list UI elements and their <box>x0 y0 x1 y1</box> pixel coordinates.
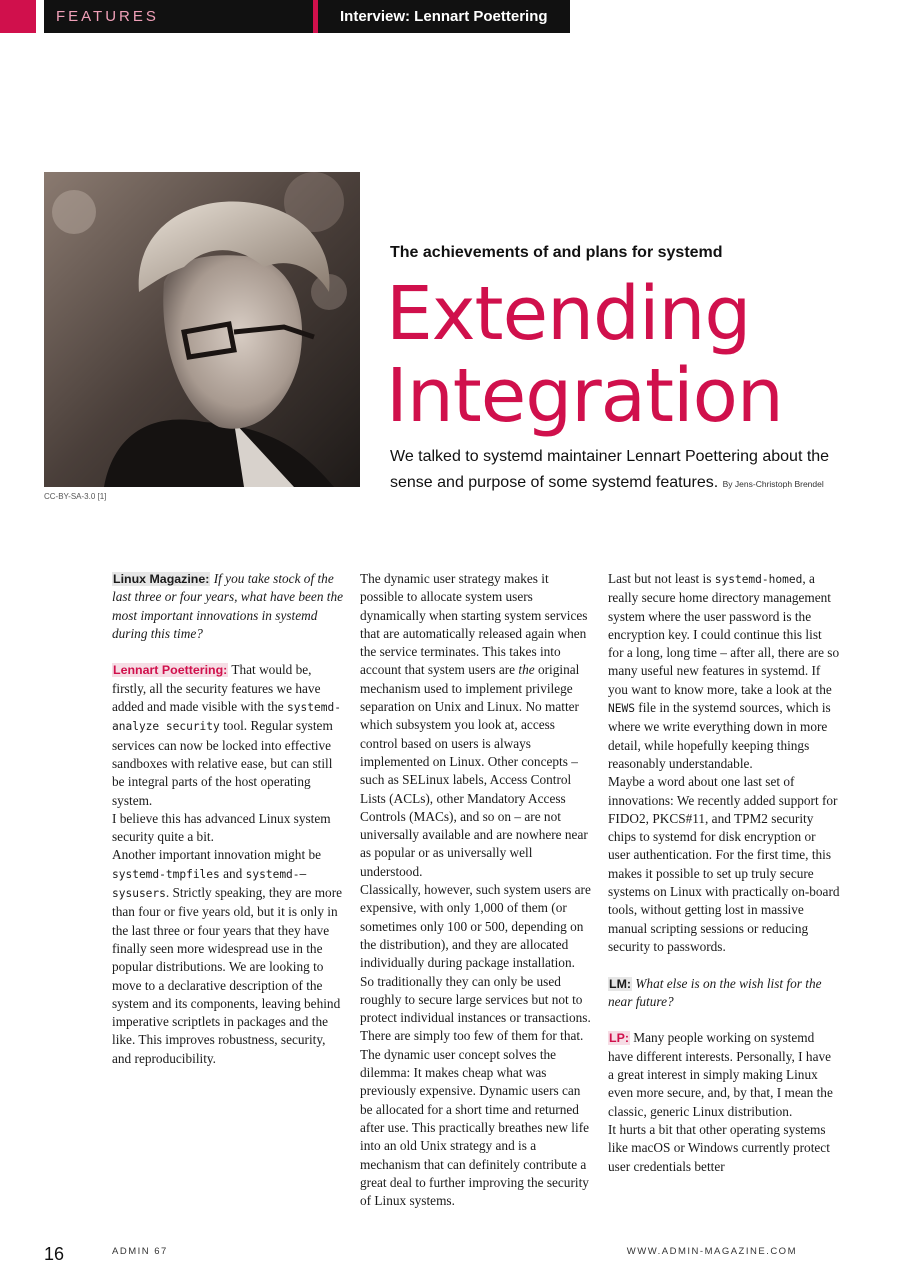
header-separator <box>313 0 318 33</box>
portrait-image <box>44 172 360 487</box>
answer-paragraph: Classically, however, such system users are expensive, with only 1,000 of them (or sometimes only 100 or 500, depending on the distribution), and they are allocated individually during package installation. So traditionally they can only be used roughly to secure large services but not to protect individual instances or transactions. There are simply too few of them for that. The dynamic user concept solves the dilemma: It makes cheap what was previously expensive. Dynamic users can be allocated for a short time and returned after use. This practically breathes new life into an old Unix strategy and is a mechanism that can definitely contribute a great deal to further improving the security of Linux systems. <box>360 882 591 1209</box>
article-kicker: The achievements of and plans for systemd <box>390 244 723 261</box>
speaker-lp: LP: <box>609 1031 629 1046</box>
answer-text: file in the systemd sources, which is where we write everything down in more detail, while hopefully keeping things reasonably understandable. <box>608 700 831 771</box>
emphasis: the <box>518 662 535 678</box>
speaker-lm: Linux Magazine: <box>113 572 210 586</box>
speaker-lp: Lennart Poettering: <box>113 663 228 678</box>
answer-paragraph <box>608 570 840 773</box>
answer-paragraph: I believe this has advanced Linux system security quite a bit. <box>112 810 331 845</box>
answer-text: Many people working on systemd have different interests. Personally, I have a great interest in simply making Linux even more secure, and, by that, I mean the classic, generic Linux distribution. <box>608 1030 833 1119</box>
portrait-photo <box>44 172 360 487</box>
inline-code: systemd-tmpfiles <box>112 867 220 881</box>
answer-text: original mechanism used to implement privilege separation on Unix and Linux. No matter which subsystem you look at, access control based on users is always implemented on Linux. Other concepts – such as SELinux labels, Access Control Lists (ACLs), other Mandatory Access Controls (MACs), and so on – are not universally available and are nowhere near as popular or as universally well understood. <box>360 662 588 879</box>
answer-text: That would be, firstly, all the security features we have added and made visible with the <box>112 662 321 715</box>
inline-code: systemd-–sysusers <box>112 867 307 901</box>
answer-paragraph <box>112 846 344 1068</box>
page-number: 16 <box>44 1244 65 1264</box>
lede-text: We talked to systemd maintainer Lennart Poettering about the sense and purpose of some systemd features. <box>390 448 830 491</box>
answer-paragraph <box>112 661 344 809</box>
answer-text: , a really secure home directory management system where the user password is the encryption key. I could continue this list for a long, long time – after all, there are so many useful new features in systemd. If you want to know more, take a look at the <box>608 571 840 697</box>
website-url: WWW.ADMIN-MAGAZINE.COM <box>626 1246 797 1257</box>
topic-label: Interview: Lennart Poettering <box>340 8 548 25</box>
article-title-line-2: Integration <box>386 353 783 439</box>
byline: By Jens-Christoph Brendel <box>722 479 824 489</box>
section-label: FEATURES <box>56 8 159 25</box>
inline-code: systemd-analyze security <box>112 701 341 734</box>
text-column-3 <box>608 570 840 1212</box>
answer-paragraph: It hurts a bit that other operating systems like macOS or Windows currently protect user credentials better <box>608 1121 830 1174</box>
question-1 <box>112 570 344 643</box>
answer-text: and <box>223 865 243 881</box>
answer-text: . Strictly speaking, they are more than four or five years old, but it is only in the last three or four years that they have finally seen more widespread use in the popular distributions. We are looking to move to a declarative description of the system and its components, leaving behind imperative scriptlets in packages and the like. This improves robustness, security, and reproducibility. <box>112 885 343 1066</box>
answer-paragraph <box>360 570 592 881</box>
answer-paragraph <box>608 1029 840 1120</box>
answer-text: tool. Regular system services can now be locked into effective sandboxes with relative ease, but can still be integral parts of the host operating system. <box>112 718 333 808</box>
issue-label: ADMIN 67 <box>112 1246 168 1257</box>
article-title-line-1: Extending <box>386 271 751 357</box>
question-text: What else is on the wish list for the near future? <box>608 975 822 1009</box>
inline-code: systemd-homed <box>714 573 803 586</box>
answer-text: The dynamic user strategy makes it possible to allocate system users dynamically when starting system services that are automatically released again when the service terminates. This takes into account that system users are <box>360 571 588 678</box>
answer-text: Last but not least is <box>608 571 712 586</box>
photo-credit: CC-BY-SA-3.0 [1] <box>44 492 107 501</box>
speaker-lm: LM: <box>609 976 632 991</box>
text-column-1 <box>112 570 344 1212</box>
article-lede <box>390 444 850 497</box>
inline-code: NEWS <box>608 702 635 716</box>
answer-paragraph: Maybe a word about one last set of innovations: We recently added support for FIDO2, PKCS#11, and TPM2 security chips to systemd for disk encryption or user authentication. For the first time, this makes it possible to set up truly secure systems on Linux with practically on-board tools, without getting lost in massive manual scripting sessions or reducing security to passwords. <box>608 774 840 954</box>
question-text: If you take stock of the last three or four years, what have been the most important innovations in systemd during this time? <box>112 571 344 641</box>
text-column-2 <box>360 570 592 1212</box>
header-accent-block <box>0 0 36 33</box>
question-2 <box>608 975 840 1012</box>
answer-text: Another important innovation might be <box>112 847 322 863</box>
